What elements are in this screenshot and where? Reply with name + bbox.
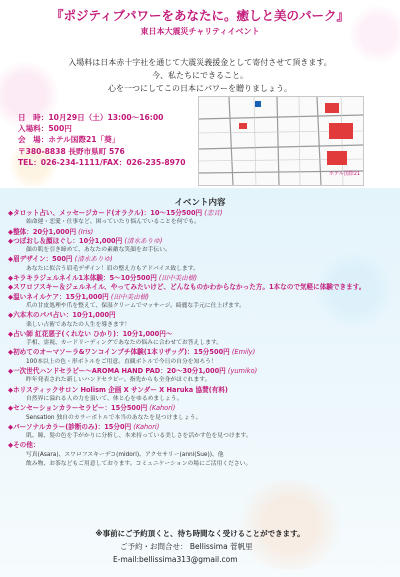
event-title: ◆整体：20分1,000円 (Iris) — [8, 227, 94, 236]
reservation-notice: ※事前にご予約頂くと、待ち時間なく受けることができます。 — [95, 529, 305, 538]
event-title: ◆パーソナルカラー(診断のみ)：15分0円 (Kahori) — [8, 422, 160, 431]
contact-info — [120, 541, 253, 552]
event-title: ◆眉デザイン：500円 (清水ありゆ) — [8, 255, 113, 264]
intro-line: 今、私たちにできること。 — [152, 71, 248, 80]
event-presenter: (Kahori) — [147, 404, 176, 413]
event-item — [8, 228, 392, 237]
event-item — [8, 441, 392, 460]
event-description: Sensation 独自のカラーボトルで本当のあなたを見つけましょう。 — [26, 414, 202, 421]
event-item — [8, 330, 392, 349]
event-description: 100本以上の色・形ボトルをご用意。直観ボトルで今日の自分を知ろう！ — [26, 358, 217, 365]
event-item — [8, 283, 392, 292]
event-venue: 会 場：ホテル国際21「葵」 — [18, 135, 120, 145]
event-presenter: (Emily) — [229, 348, 256, 357]
event-date: 日 時：10月29日（土）13:00〜16:00 — [18, 113, 164, 122]
event-title: ◆ホリスティックサロン Holism 企画 X サンダー X Haruka 協賛(有料) — [8, 385, 228, 394]
event-description: 楽しい占術であなたの人生を導きます！ — [26, 321, 131, 328]
events-heading: イベント内容 — [174, 198, 226, 208]
event-item — [8, 460, 392, 469]
event-description: 飲み物、お茶などもご用意しております。コミュニケーションの場にご活用ください。 — [26, 461, 252, 468]
flower-decoration — [230, 480, 350, 570]
event-description: 爪の甘皮処理や爪を整えて、保湿クリームでマッサージ。綺麗な手元に仕上げます。 — [26, 302, 245, 309]
event-title: ◆タロット占い、メッセージカード(オラクル)：10〜15分500円 (恋音) — [8, 209, 223, 217]
event-description: 自然界に溢れる人の力を頂いて、体と心をゆるめましょう。 — [26, 395, 183, 402]
event-item — [8, 423, 392, 442]
event-item — [8, 404, 392, 423]
event-item — [8, 274, 392, 283]
event-presenter: (田中美由樹) — [156, 274, 198, 283]
intro-line: 心を一つにしてこの日本にパワーを贈りましょう。 — [108, 84, 292, 93]
event-description: 手相、霊視、カードリーディングであなたの悩みに合わせてお答えします。 — [26, 340, 223, 347]
flyer-title: 『ポジティブパワーをあなたに。癒しと美のパーク』 — [50, 8, 349, 23]
event-fee: 入場料：500円 — [18, 124, 72, 134]
venue-map — [198, 96, 364, 186]
event-item — [8, 311, 392, 330]
events-list — [8, 209, 392, 469]
event-item — [8, 367, 392, 386]
event-title: ◆キラキラジェルネイル1本体験：5〜10分500円 (田中美由樹) — [8, 274, 198, 283]
event-info — [18, 112, 198, 168]
event-title: ◆センセーションカラーセラピー：15分500円 (Kahori) — [8, 404, 176, 413]
event-title: ◆その他： — [8, 441, 40, 450]
event-address: 〒380-8838 長野市県町 576 — [18, 146, 125, 156]
intro-text — [30, 56, 370, 95]
event-title: ◆一次世代ハンドセラピー〜AROMA HAND PAD：20〜30分1,000円 (yumiko) — [8, 367, 258, 376]
event-title: ◆占い師 紅花悪子(くれない ひかり)：10分1,000円〜 — [8, 329, 173, 338]
event-presenter: (田中美由樹) — [108, 292, 149, 301]
event-presenter: (Kahori) — [131, 422, 160, 431]
event-presenter: (yumiko) — [225, 367, 258, 376]
event-description: 顔の肌を引き締めて、あなたの素敵な笑顔をお手伝い。 — [26, 247, 171, 254]
event-item — [8, 293, 392, 312]
event-item — [8, 209, 392, 228]
map-label: ホテル国際21 — [329, 171, 361, 177]
event-title: ◆スワロフスキー＆ジェルネイル、やってみたいけど、どんなものかわからなかった方。1本なので気軽に体験できます。 — [8, 283, 366, 292]
event-presenter: (Iris) — [76, 227, 94, 236]
flyer-subtitle: 東日本大震災チャリティイベント — [140, 27, 260, 36]
event-item — [8, 237, 392, 256]
event-description: 写真(Asara)、スワロフスキーデコ(midori)、アクセサリー(anni(Sue))、他 — [26, 451, 224, 458]
event-presenter: (恋音) — [202, 209, 223, 217]
event-title: ◆つぼおし＆顔ほぐし：10分1,000円 (清水ありゆ) — [8, 236, 163, 245]
contact-name: Bellissima 菅帆里 — [189, 542, 253, 551]
contact-email[interactable]: E-mail:bellissima313@gmail.com — [113, 555, 238, 564]
event-description: あなたに似合う眉毛デザイン！眉の整え方もアドバイス致します。 — [26, 265, 199, 272]
intro-line: 入場料は日本赤十字社を通じて大震災義援金として寄付させて頂きます。 — [68, 58, 332, 67]
event-presenter: (清水ありゆ) — [122, 236, 163, 245]
event-description: 始命運・恋愛・仕事など、困っていたり悩んでいることを何でも。 — [26, 219, 200, 226]
event-phone: TEL：026-234-1111/FAX：026-235-8970 — [18, 157, 186, 167]
event-description: 昨年発表された新しいハンドセラピー。指先からも全身がほぐれます。 — [26, 377, 211, 384]
event-item — [8, 386, 392, 405]
event-title: ◆初めてのオーマソーラ&ワンコインプチ体験(1本リザッグ)：15分500円 (Emily) — [8, 348, 256, 357]
event-description: 肌、瞳、髪の色を手がかりに分析し、本来持っている美しさを活かす色を見つけます。 — [26, 433, 252, 440]
event-presenter: (清水ありゆ) — [72, 255, 113, 264]
contact-label: ご予約・お問合せ： — [120, 542, 188, 551]
event-item — [8, 255, 392, 274]
event-title: ◆温いネイルケア：15分1,000円 (田中美由樹) — [8, 292, 149, 301]
event-item — [8, 348, 392, 367]
event-title: ◆六本木のパパ占い：10分1,000円 — [8, 311, 116, 320]
